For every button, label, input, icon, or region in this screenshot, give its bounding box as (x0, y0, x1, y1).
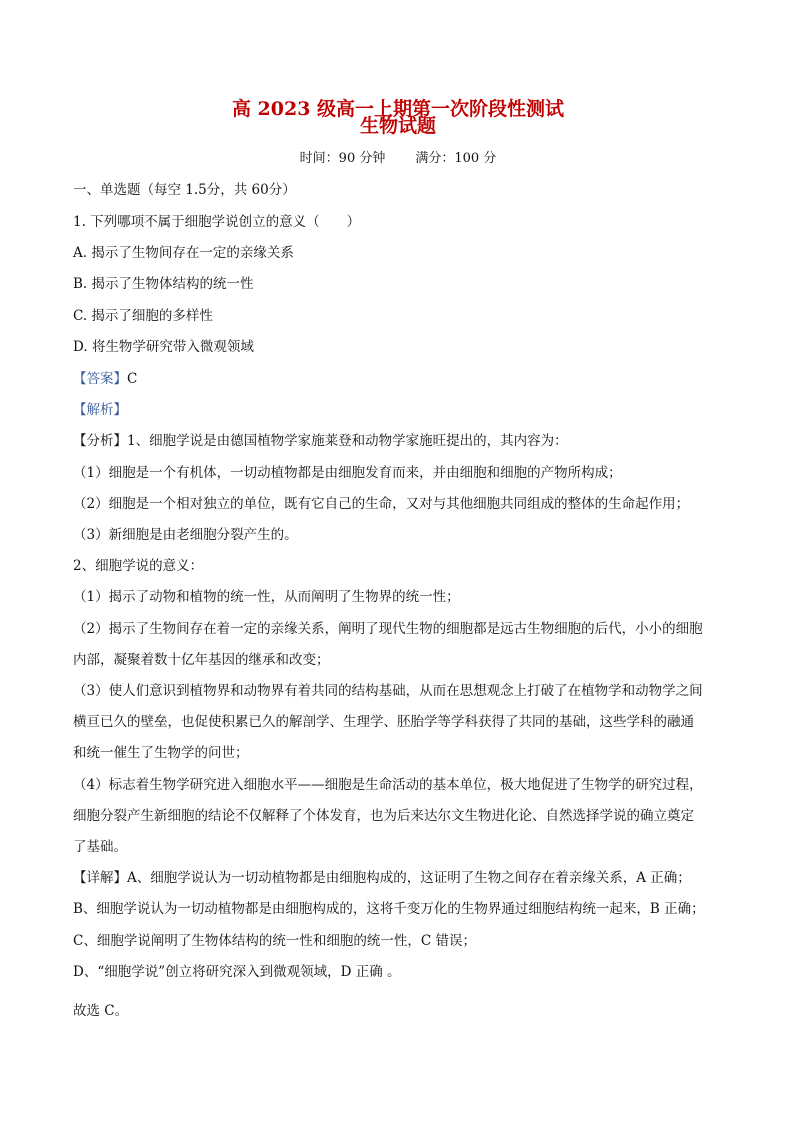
detail-line: 【详解】A、细胞学说认为一切动植物都是由细胞构成的，这证明了生物之间存在着亲缘关系，A 正确； (73, 870, 691, 886)
option-a: A. 揭示了生物间存在一定的亲缘关系 (73, 245, 294, 261)
analysis-line: （3）使人们意识到植物界和动物界有着共同的结构基础，从而在思想观念上打破了在植物学和动物学之间 (73, 683, 703, 699)
exam-score: 满分：100 分 (415, 151, 497, 166)
analysis-line: （1）揭示了动物和植物的统一性，从而阐明了生物界的统一性； (73, 589, 460, 605)
exam-page (73, 0, 723, 1123)
detail-line: B、细胞学说认为一切动植物都是由细胞构成的，这将千变万化的生物界通过细胞结构统一起来，B 正确； (73, 901, 705, 917)
detail-line: C、细胞学说阐明了生物体结构的统一性和细胞的统一性，C 错误； (73, 933, 476, 949)
exam-title: 高 2023 级高一上期第一次阶段性测试 (231, 98, 565, 120)
question-stem: 1. 下列哪项不属于细胞学说创立的意义（ ） (73, 214, 361, 230)
exam-subject: 生物试题 (359, 115, 436, 137)
section-heading: 一、单选题（每空 1.5分，共 60分） (73, 182, 296, 198)
answer-line (73, 370, 723, 388)
analysis-line: 内部，凝聚着数十亿年基因的继承和改变； (73, 652, 330, 668)
exam-time: 时间：90 分钟 (299, 151, 386, 166)
analysis-line: （2）揭示了生物间存在着一定的亲缘关系，阐明了现代生物的细胞都是远古生物细胞的后代，小小的细胞 (73, 621, 703, 637)
analysis-line: 横亘已久的壁垒，也促使积累已久的解剖学、生理学、胚胎学等学科获得了共同的基础，这些学科的融通 (73, 714, 694, 730)
analysis-line: 【分析】1、细胞学说是由德国植物学家施莱登和动物学家施旺提出的，其内容为： (73, 433, 568, 449)
analysis-line: 细胞分裂产生新细胞的结论不仅解释了个体发育，也为后来达尔文生物进化论、自然选择学说的确立奠定 (73, 808, 694, 824)
answer-value: C (127, 371, 138, 387)
analysis-line: （1）细胞是一个有机体，一切动植物都是由细胞发育而来，并由细胞和细胞的产物所构成； (73, 465, 622, 481)
analysis-line: 和统一催生了生物学的问世； (73, 745, 249, 761)
answer-tag: 【答案】 (73, 371, 127, 387)
option-d: D. 将生物学研究带入微观领域 (73, 339, 254, 355)
analysis-tag: 【解析】 (73, 402, 127, 418)
analysis-line: （2）细胞是一个相对独立的单位，既有它自己的生命，又对与其他细胞共同组成的整体的生命起作用； (73, 496, 690, 512)
analysis-line: 了基础。 (73, 839, 127, 855)
option-b: B. 揭示了生物体结构的统一性 (73, 276, 254, 292)
analysis-line: （3）新细胞是由老细胞分裂产生的。 (73, 527, 298, 543)
option-c: C. 揭示了细胞的多样性 (73, 308, 213, 324)
exam-info (73, 150, 723, 168)
final-choice: 故选 C。 (73, 1003, 129, 1019)
detail-line: D、“细胞学说”创立将研究深入到微观领域，D 正确 。 (73, 964, 401, 980)
analysis-line: （4）标志着生物学研究进入细胞水平——细胞是生命活动的基本单位，极大地促进了生物学的研究过程， (73, 777, 703, 793)
analysis-line: 2、细胞学说的意义： (73, 558, 204, 574)
